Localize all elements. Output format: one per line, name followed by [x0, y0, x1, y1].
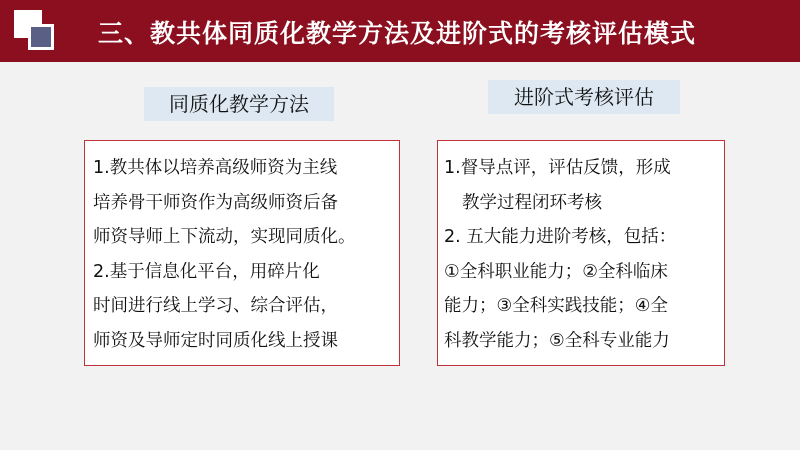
- right-subtitle: 进阶式考核评估: [488, 80, 680, 114]
- slide-title: 三、教共体同质化教学方法及进阶式的考核评估模式: [98, 19, 697, 48]
- text-line: 能力；③全科实践技能；④全: [444, 296, 668, 316]
- text-line: 培养骨干师资作为高级师资后备: [93, 192, 338, 213]
- text-line: 师资及导师定时同质化线上授课: [93, 330, 338, 351]
- logo-square-blue: [28, 24, 54, 50]
- left-subtitle: 同质化教学方法: [144, 87, 334, 121]
- text-line: 2. 五大能力进阶考核，包括：: [444, 227, 677, 247]
- text-line: ①全科职业能力；②全科临床: [444, 261, 668, 282]
- text-line: 1.教共体以培养高级师资为主线: [93, 158, 338, 178]
- text-line: 教学过程闭环考核: [462, 192, 602, 213]
- text-line: 时间进行线上学习、综合评估，: [93, 296, 338, 316]
- title-bar: [0, 0, 800, 62]
- text-line: 科教学能力；⑤全科专业能力: [444, 330, 670, 351]
- text-line: 2.基于信息化平台，用碎片化: [93, 261, 320, 282]
- text-line: 1.督导点评，评估反馈，形成: [444, 158, 671, 178]
- text-line: 师资导师上下流动，实现同质化。: [93, 227, 356, 247]
- assessment-box: [437, 140, 725, 366]
- teaching-methods-box: [84, 140, 400, 366]
